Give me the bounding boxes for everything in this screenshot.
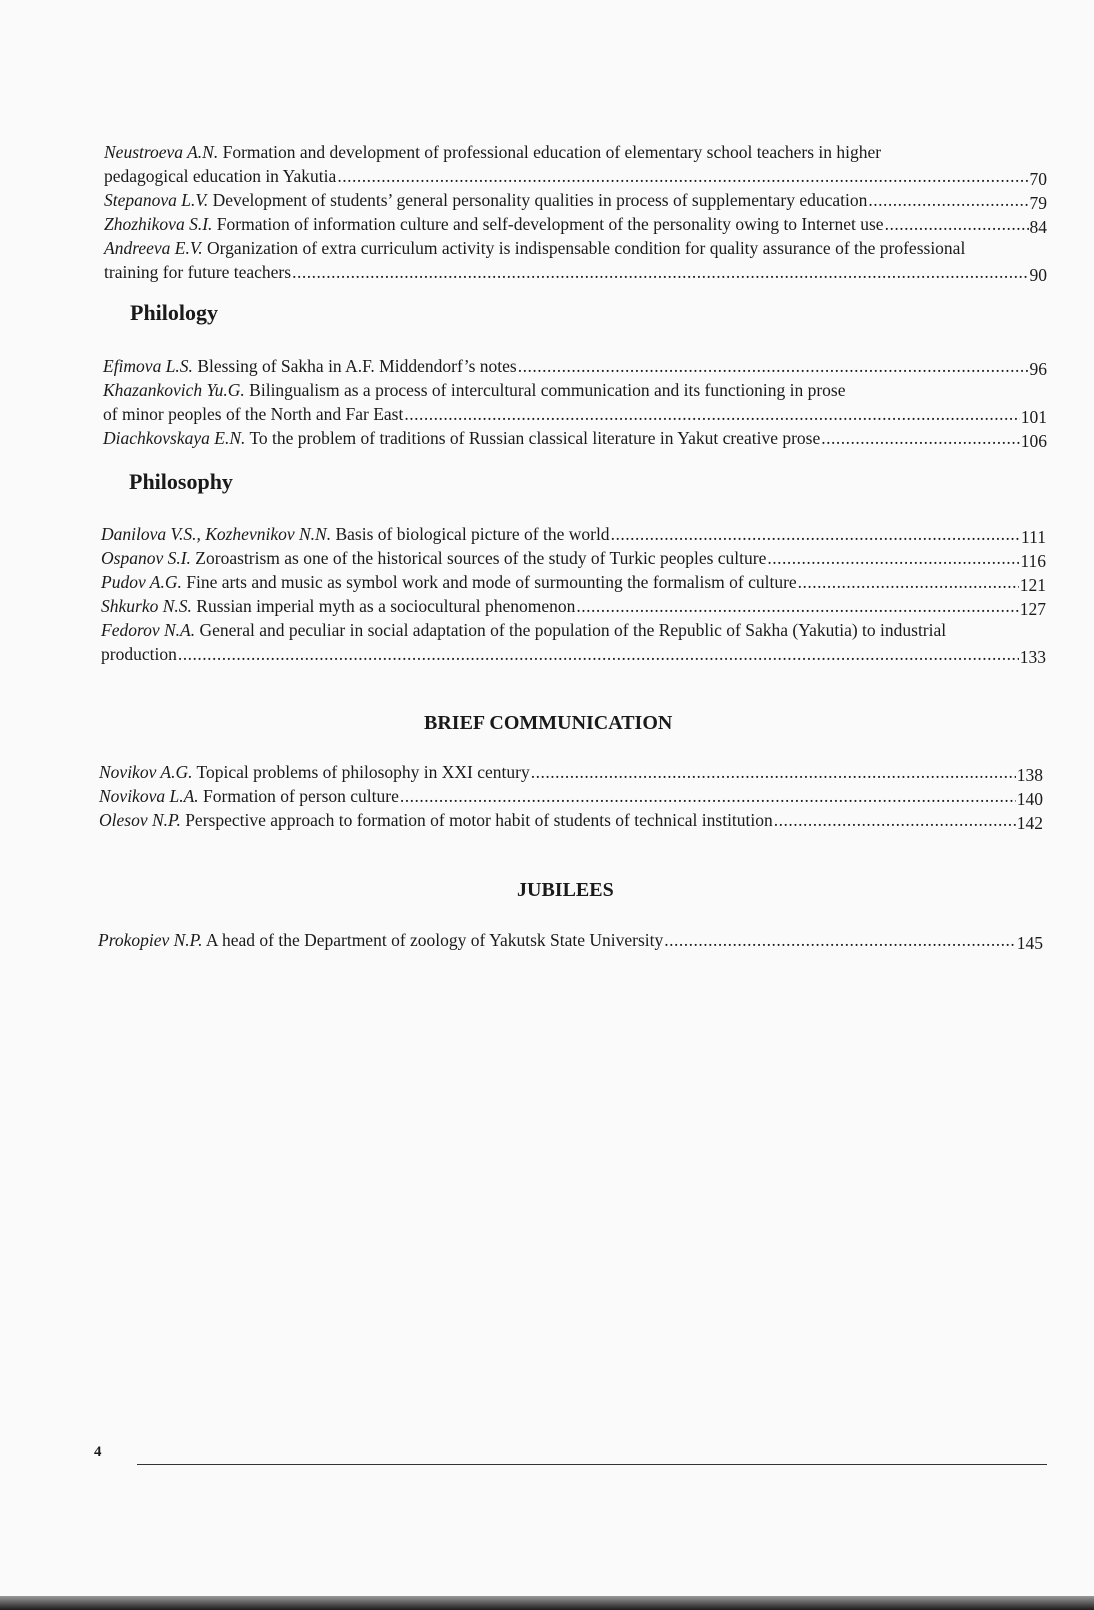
entry-page: 96	[1029, 359, 1047, 379]
entry-page: 90	[1029, 265, 1047, 285]
entry-page: 127	[1019, 599, 1046, 619]
toc-entry	[101, 618, 1046, 666]
leader-dots	[292, 260, 1028, 284]
entry-author: Novikova L.A.	[99, 786, 199, 806]
leader-dots	[404, 402, 1019, 426]
entry-author: Olesov N.P.	[99, 810, 181, 830]
leader-dots	[531, 760, 1016, 784]
entry-page: 116	[1020, 551, 1046, 571]
entry-page: 106	[1020, 431, 1047, 451]
entry-title: Russian imperial myth as a sociocultural phenomenon	[196, 596, 576, 616]
entry-author: Danilova V.S., Kozhevnikov N.N.	[101, 524, 332, 544]
footer-rule	[137, 1464, 1047, 1465]
entry-title: Basis of biological picture of the world	[335, 524, 610, 544]
entry-author: Novikov A.G.	[99, 762, 193, 782]
leader-dots	[337, 164, 1028, 188]
entry-title: Formation of person culture	[203, 786, 399, 806]
entry-page: 138	[1016, 765, 1043, 785]
scan-edge	[0, 1596, 1094, 1610]
entry-page: 140	[1016, 789, 1043, 809]
entry-title: A head of the Department of zoology of Yakutsk State University	[205, 930, 664, 950]
toc-entry	[104, 140, 1047, 188]
toc-group-pedagogy	[104, 140, 1047, 284]
entry-page: 101	[1020, 407, 1047, 427]
toc-entry	[101, 546, 1046, 570]
section-heading-philology: Philology	[130, 300, 219, 325]
toc-entry	[99, 808, 1043, 832]
entry-title-continued: pedagogical education in Yakutia	[104, 166, 337, 186]
leader-dots	[664, 928, 1015, 952]
toc-entry	[103, 354, 1047, 378]
leader-dots	[178, 642, 1019, 666]
entry-title: Formation and development of professional education of elementary school teachers in higher	[222, 142, 882, 162]
toc-group-brief-communication	[99, 760, 1043, 832]
toc-entry	[98, 928, 1043, 952]
toc-entry	[101, 570, 1046, 594]
entry-title: Fine arts and music as symbol work and mode of surmounting the formalism of culture	[186, 572, 797, 592]
entry-page: 84	[1029, 217, 1047, 237]
leader-dots	[767, 546, 1019, 570]
toc-entry	[101, 594, 1046, 618]
entry-title: Organization of extra curriculum activity is indispensable condition for quality assurance of the professional	[207, 238, 966, 258]
leader-dots	[821, 426, 1020, 450]
toc-entry	[104, 212, 1047, 236]
entry-author: Ospanov S.I.	[101, 548, 191, 568]
leader-dots	[576, 594, 1018, 618]
entry-author: Shkurko N.S.	[101, 596, 192, 616]
entry-page: 133	[1019, 647, 1046, 667]
entry-page: 121	[1019, 575, 1046, 595]
entry-title: Zoroastrism as one of the historical sources of the study of Turkic peoples culture	[195, 548, 767, 568]
page-number: 4	[94, 1444, 102, 1460]
toc-entry	[103, 378, 1047, 426]
toc-entry	[104, 188, 1047, 212]
entry-title-continued: of minor peoples of the North and Far East	[103, 404, 404, 424]
entry-title: Formation of information culture and self-development of the personality owing to Internet use	[216, 214, 884, 234]
entry-author: Stepanova L.V.	[104, 190, 209, 210]
entry-author: Fedorov N.A.	[101, 620, 196, 640]
entry-title: Bilingualism as a process of intercultural communication and its functioning in prose	[249, 380, 846, 400]
entry-author: Khazankovich Yu.G.	[103, 380, 245, 400]
entry-page: 111	[1021, 527, 1046, 547]
entry-page: 145	[1016, 933, 1043, 953]
toc-entry	[104, 236, 1047, 284]
entry-author: Pudov A.G.	[101, 572, 182, 592]
leader-dots	[885, 212, 1029, 236]
entry-title-continued: production	[101, 644, 177, 664]
leader-dots	[518, 354, 1029, 378]
entry-page: 70	[1029, 169, 1047, 189]
toc-entry	[101, 522, 1046, 546]
entry-title-continued: training for future teachers	[104, 262, 292, 282]
entry-title: General and peculiar in social adaptation of the population of the Republic of Sakha (Yakutia) to industrial	[199, 620, 947, 640]
toc-entry	[99, 760, 1043, 784]
section-heading-philosophy: Philosophy	[129, 469, 233, 494]
entry-title: To the problem of traditions of Russian classical literature in Yakut creative prose	[249, 428, 821, 448]
entry-author: Prokopiev N.P.	[98, 930, 203, 950]
toc-entry	[99, 784, 1043, 808]
entry-title: Development of students’ general personality qualities in process of supplementary education	[212, 190, 868, 210]
entry-page: 142	[1016, 813, 1043, 833]
section-heading-jubilees: JUBILEES	[517, 879, 614, 901]
entry-author: Neustroeva A.N.	[104, 142, 219, 162]
entry-author: Zhozhikova S.I.	[104, 214, 213, 234]
toc-group-philology	[103, 354, 1047, 450]
entry-page: 79	[1029, 193, 1047, 213]
leader-dots	[798, 570, 1019, 594]
leader-dots	[868, 188, 1028, 212]
leader-dots	[400, 784, 1016, 808]
entry-author: Diachkovskaya E.N.	[103, 428, 246, 448]
entry-author: Andreeva E.V.	[104, 238, 203, 258]
toc-entry	[103, 426, 1047, 450]
section-heading-brief-communication: BRIEF COMMUNICATION	[424, 712, 673, 734]
entry-title: Blessing of Sakha in A.F. Middendorf’s notes	[197, 356, 517, 376]
entry-author: Efimova L.S.	[103, 356, 193, 376]
entry-title: Perspective approach to formation of motor habit of students of technical institution	[185, 810, 773, 830]
toc-group-jubilees	[98, 928, 1043, 952]
leader-dots	[774, 808, 1016, 832]
leader-dots	[611, 522, 1020, 546]
toc-group-philosophy	[101, 522, 1046, 666]
entry-title: Topical problems of philosophy in XXI century	[196, 762, 530, 782]
